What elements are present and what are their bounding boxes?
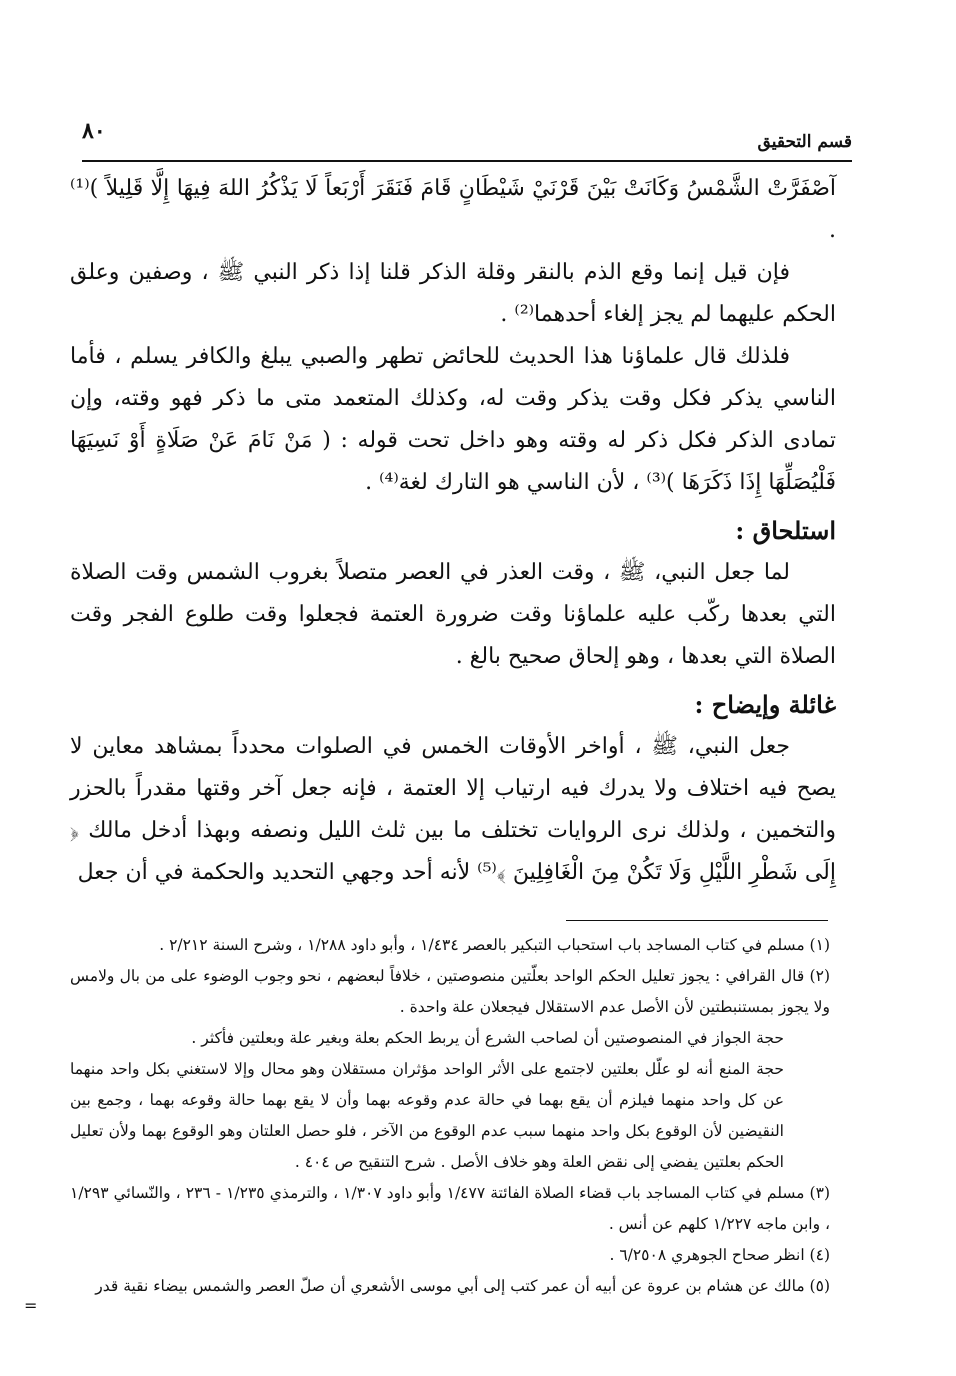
- footnote-1: (١) مسلم في كتاب المساجد باب استحباب التبكير بالعصر ١/٤٣٤ ، وأبو داود ١/٢٨٨ ، وشرح السنة ٢/٢١٢ .: [159, 936, 830, 954]
- footnote-4: (٤) انظر صحاح الجوهري ٦/٢٥٠٨ .: [609, 1246, 830, 1264]
- heading-istilhaq: استلحاق :: [735, 516, 836, 545]
- footnotes: [70, 930, 830, 1302]
- page-number: ٨٠: [82, 118, 106, 144]
- paragraph-ruling: فلذلك قال علماؤنا هذا الحديث للحائض تطهر والصبي يبلغ والكافر يسلم ، فأما الناسي يذكر فكل وقت يذكر وقت له، وكذلك المتعمد متى ما ذكر فهو وقته، وإن تمادى الذكر فكل ذكر له وقته وهو داخل تحت قوله : ( مَنْ نَامَ عَنْ صَلَاةٍ أَوْ نَسِيَهَا فَلْيُصَلِّهَا إِذَا ذَكَرَهَا )⁽³⁾ ، لأن الناسي هو التارك لغة⁽⁴⁾ .: [70, 344, 836, 495]
- section-title: قسم التحقيق: [757, 132, 852, 152]
- paragraph-ghaila: جعل النبي، ﷺ ، أواخر الأوقات الخمس في الصلوات محدداً بمشاهد معاين لا يصح فيه اختلاف ولا يدرك فيه ارتياب إلا العتمة ، فإنه جعل آخر وقتها مقدراً بالحزر والتخمين ، ولذلك نرى الروايات تختلف ما بين ثلث الليل ونصفه وبهذا أدخل مالك ﴿ إِلَى شَطْرِ اللَّيْلِ وَلَا تَكُنْ مِنَ الْغَافِلِينَ ﴾⁽⁵⁾ لأنه أحد وجهي التحديد والحكمة في أن جعل: [70, 734, 836, 885]
- footnote-2-argument-for: حجة الجواز في المنصوصتين أن لصاحب الشرع أن يربط الحكم بعلة وبغير علة وبعلتين فأكثر .: [191, 1029, 784, 1047]
- continuation-mark: =: [24, 1296, 38, 1315]
- footnote-rule: [566, 920, 828, 921]
- page-header: [82, 118, 852, 158]
- header-rule: [82, 160, 852, 162]
- footnote-2: (٢) قال القرافي : يجوز تعليل الحكم الواحد بعلّتين منصوصتين ، خلافاً لبعضهم ، نحو وجوب الوضوء على من بال ولامس ولا يجوز بمستنبطتين لأن الأصل عدم الاستقلال فيجعلان علة واحدة .: [70, 967, 830, 1016]
- footnote-3: (٣) مسلم في كتاب المساجد باب قضاء الصلاة الفائتة ١/٤٧٧ وأبو داود ١/٣٠٧ ، والترمذي ١/٢٣٥ - ٢٣٦ ، والنّسائي ١/٢٩٣ ، وابن ماجه ١/٢٢٧ كلهم عن أنس .: [70, 1184, 830, 1233]
- paragraph-istilhaq: لما جعل النبي، ﷺ ، وقت العذر في العصر متصلاً بغروب الشمس وقت الصلاة التي بعدها ركّب عليه علماؤنا وقت ضرورة العتمة فجعلوا وقت طلوع الفجر وقت الصلاة التي بعدها ، وهو إلحاق صحيح بالغ .: [70, 560, 836, 669]
- paragraph-hadith-end: آصْفَرَّتْ الشَّمْسُ وَكَانَتْ بَيْنَ قَرْنَيْ شَيْطَانٍ قَامَ فَنَقَرَ أَرْبَعاً لَا يَذْكُرُ اللهَ فِيهَا إِلَّا قَلِيلاً )⁽¹⁾ .: [70, 176, 836, 243]
- paragraph-objection: فإن قيل إنما وقع الذم بالنقر وقلة الذكر قلنا إذا ذكر النبي ﷺ ، وصفين وعلق الحكم عليهما لم يجز إلغاء أحدهما⁽²⁾ .: [70, 260, 836, 327]
- footnote-2-argument-against: حجة المنع أنه لو علّل بعلتين لاجتمع على الأثر الواحد مؤثران مستقلان وهو محال وإلا لاستغني بكل واحد منهما عن كل واحد منهما فيلزم أن يقع بهما في حالة عدم وقوعه بهما وأن لا يقع بهما حالة وقوعه بهما ، وجمع بين النقيضين لأن الوقوع بكل واحد منهما سبب عدم الوقوع من الآخر ، فلو حصل العلتان وهو الوقوع بهما ولأن تعليل الحكم بعلتين يفضي إلى نقض العلة وهو خلاف الأصل . شرح التنقيح ص ٤٠٤ .: [70, 1060, 784, 1171]
- main-text: [70, 168, 836, 894]
- heading-ghaila: غائلة وإيضاح :: [694, 690, 836, 719]
- footnote-5: (٥) مالك عن هشام بن عروة عن أبيه أن عمر كتب إلى أبي موسى الأشعري أن صلّ العصر والشمس بيضاء نقية قدر: [95, 1277, 830, 1295]
